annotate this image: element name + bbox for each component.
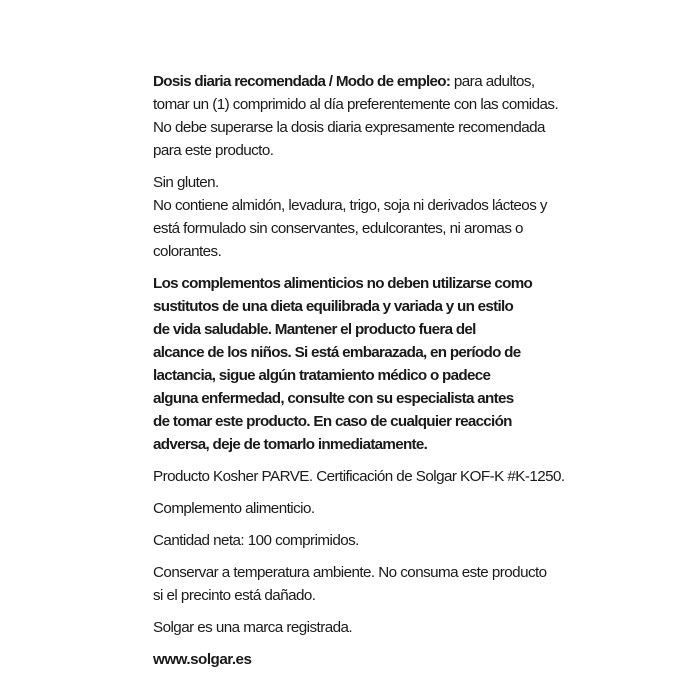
warning-line: lactancia, sigue algún tratamiento médico o padece xyxy=(153,367,491,384)
warning-line: de vida saludable. Mantener el producto fuera del xyxy=(153,321,476,338)
composition-line: está formulado sin conservantes, edulcorantes, ni aromas o xyxy=(153,220,523,237)
composition-line: Sin gluten. xyxy=(153,174,219,191)
website-text: www.solgar.es xyxy=(153,651,252,668)
warning-line: sustitutos de una dieta equilibrada y variada y un estilo xyxy=(153,298,514,315)
kosher-line: Producto Kosher PARVE. Certificación de Solgar KOF-K #K-1250. xyxy=(153,468,565,485)
composition-paragraph xyxy=(153,171,553,263)
dosage-line-2: tomar un (1) comprimido al día preferentemente con las comidas. xyxy=(153,96,559,113)
dosage-line-1-tail: para adultos, xyxy=(450,73,535,90)
category-line: Complemento alimenticio. xyxy=(153,500,315,517)
dosage-line-4: para este producto. xyxy=(153,142,274,159)
category-paragraph xyxy=(153,497,553,520)
warning-line: adversa, deje de tomarlo inmediatamente. xyxy=(153,436,428,453)
storage-paragraph xyxy=(153,561,553,607)
composition-line: No contiene almidón, levadura, trigo, soja ni derivados lácteos y xyxy=(153,197,547,214)
warning-line: alcance de los niños. Si está embarazada, en período de xyxy=(153,344,521,361)
website-link xyxy=(153,648,553,671)
dosage-paragraph xyxy=(153,70,559,162)
dosage-line-1 xyxy=(153,70,553,93)
warning-line: alguna enfermedad, consulte con su especialista antes xyxy=(153,390,514,407)
net-quantity-line: Cantidad neta: 100 comprimidos. xyxy=(153,532,359,549)
dosage-heading: Dosis diaria recomendada / Modo de empleo: xyxy=(153,73,451,90)
net-quantity-paragraph xyxy=(153,529,553,552)
storage-line: Conservar a temperatura ambiente. No consuma este producto xyxy=(153,564,547,581)
composition-line: colorantes. xyxy=(153,243,222,260)
warning-paragraph xyxy=(153,272,553,456)
dosage-line-3: No debe superarse la dosis diaria expresamente recomendada xyxy=(153,119,545,136)
warning-line: de tomar este producto. En caso de cualquier reacción xyxy=(153,413,512,430)
trademark-line: Solgar es una marca registrada. xyxy=(153,619,353,636)
warning-line: Los complementos alimenticios no deben utilizarse como xyxy=(153,275,533,292)
kosher-certification xyxy=(153,465,565,488)
storage-line: si el precinto está dañado. xyxy=(153,587,316,604)
trademark-paragraph xyxy=(153,616,553,639)
product-label-text xyxy=(153,70,565,671)
